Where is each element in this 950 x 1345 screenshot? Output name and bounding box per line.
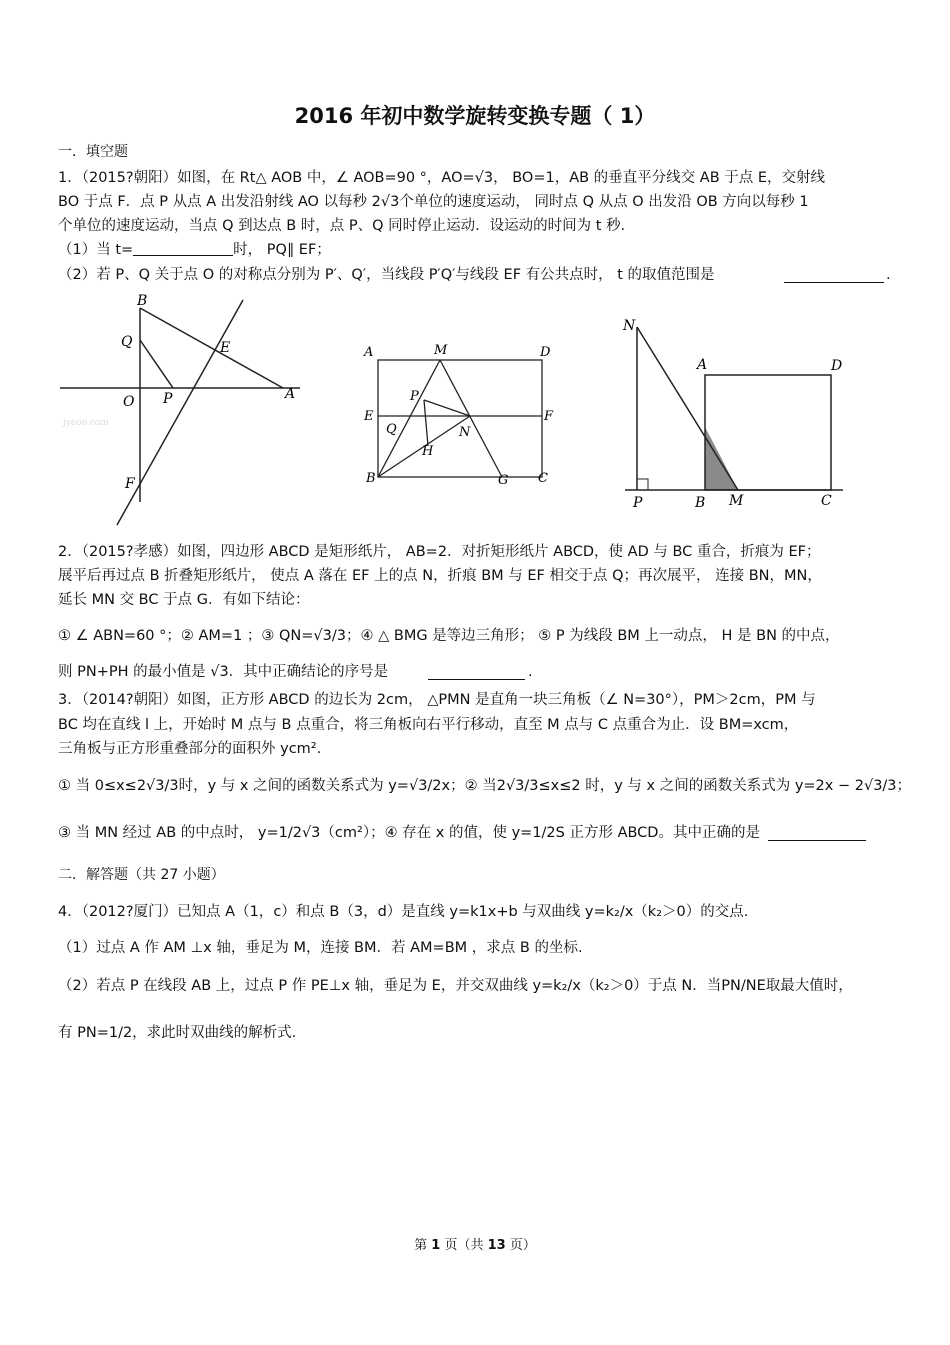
q2-line-2: 展平后再过点 B 折叠矩形纸片， 使点 A 落在 EF 上的点 N，折痕 BM 与 EF 相交于点 Q；再次展平， 连接 BN，MN，: [58, 568, 822, 584]
q4-line-1: 4．（2012?厦门）已知点 A（1，c）和点 B（3，d）是直线 y=k1x+b 与双曲线 y=k₂/x（k₂＞0）的交点.: [58, 904, 749, 920]
q3-line-5: ③ 当 MN 经过 AB 的中点时， y=1/2√3（cm²）；④ 存在 x 的值，使 y=1/2S 正方形 ABCD。其中正确的是: [58, 825, 760, 841]
q2-line-4: ① ∠ ABN=60 °；② AM=1 ；③ QN=√3/3；④ △ BMG 是等边三角形； ⑤ P 为线段 BM 上一动点， H 是 BN 的中点，: [58, 628, 840, 644]
q2-line-5: 则 PN+PH 的最小值是 √3．其中正确结论的序号是: [58, 664, 389, 680]
q3-line-1: 3．（2014?朝阳）如图，正方形 ABCD 的边长为 2cm， △PMN 是直角一块三角板（∠ N=30°），PM＞2cm，PM 与: [58, 692, 816, 708]
fig2-label-p: P: [410, 389, 419, 404]
q2-line-5-end: .: [528, 664, 533, 680]
fig3-label-d: D: [831, 358, 843, 374]
q1-line-2: BO 于点 F．点 P 从点 A 出发沿射线 AO 以每秒 2√3个单位的速度运动， 同时点 Q 从点 O 出发沿 OB 方向以每秒 1: [58, 194, 809, 210]
q1-part2-blank: [784, 282, 884, 283]
q1-part1-suffix: 时， PQ∥ EF；: [233, 242, 331, 258]
fig1-label-a: A: [285, 386, 296, 402]
fig2-label-q: Q: [386, 422, 397, 437]
q1-line-4: [58, 240, 331, 260]
fig1-label-o: O: [123, 394, 135, 410]
fig1-line-ef: [117, 300, 243, 525]
q1-part2-end: .: [886, 267, 891, 283]
fig2-segment-mg: [440, 360, 502, 477]
page-title: 2016 年初中数学旋转变换专题（ 1）: [294, 104, 656, 128]
fig3-side-nm: [637, 327, 738, 490]
fig1-label-p: P: [163, 391, 173, 407]
figure-2: [358, 338, 568, 493]
q3-line-4: ① 当 0≤x≤2√3/3时，y 与 x 之间的函数关系式为 y=√3/2x；② 当2√3/3≤x≤2 时，y 与 x 之间的函数关系式为 y=2x − 2√3/3；: [58, 778, 912, 794]
q4-line-3: （2）若点 P 在线段 AB 上，过点 P 作 PE⊥x 轴，垂足为 E，并交双曲线 y=k₂/x（k₂＞0）于点 N．当PN/NE取最大值时，: [58, 978, 853, 994]
fig2-label-n: N: [459, 425, 471, 440]
fig2-label-g: G: [498, 473, 509, 488]
fig2-label-d: D: [540, 345, 551, 360]
figure-3: [615, 312, 855, 517]
q3-line-3: 三角板与正方形重叠部分的面积外 ycm².: [58, 741, 322, 757]
fig3-label-p: P: [633, 495, 643, 511]
q1-part2-text: （2）若 P、Q 关于点 O 的对称点分别为 P′、Q′，当线段 P′Q′与线段 EF 有公共点时， t 的取值范围是: [58, 267, 715, 283]
q1-line-3: 个单位的速度运动，当点 Q 到达点 B 时，点 P、Q 同时停止运动．设运动的时间为 t 秒．: [58, 218, 636, 234]
figure-1: [55, 290, 305, 530]
fig2-rectangle-abcd: [378, 360, 542, 477]
fig1-label-e: E: [220, 340, 231, 356]
fig3-right-angle-mark: [637, 479, 648, 490]
fig2-label-a: A: [364, 345, 374, 360]
fig3-overlap-shaded-area: [705, 427, 738, 490]
page-footer: [0, 1234, 950, 1253]
q2-line-3: 延长 MN 交 BC 于点 G．有如下结论：: [58, 592, 310, 608]
q2-answer-blank: [428, 679, 525, 680]
fig1-label-b: B: [137, 293, 148, 309]
q1-line-1: 1．（2015?朝阳）如图，在 Rt△ AOB 中，∠ AOB=90 °，AO=√3， BO=1，AB 的垂直平分线交 AB 于点 E，交射线: [58, 170, 826, 186]
fig2-label-c: C: [538, 471, 548, 486]
fig3-label-b: B: [695, 495, 706, 511]
q1-line-5: [58, 265, 715, 285]
footer-suffix: 页）: [505, 1238, 536, 1253]
fig1-label-q: Q: [121, 334, 133, 350]
footer-middle: 页（共: [440, 1238, 488, 1253]
fig2-label-f: F: [544, 409, 554, 424]
fig3-label-a: A: [697, 357, 708, 373]
fig2-label-h: H: [422, 444, 434, 459]
fig1-label-f: F: [125, 476, 135, 492]
fig1-segment-ab: [140, 308, 283, 388]
fig2-label-b: B: [366, 471, 376, 486]
q3-answer-blank: [768, 840, 866, 841]
q1-part1-blank: [133, 241, 233, 256]
fig2-segment-ph: [424, 400, 428, 446]
q4-line-2: （1）过点 A 作 AM ⊥x 轴，垂足为 M，连接 BM．若 AM=BM ，求点 B 的坐标.: [58, 940, 583, 956]
q1-part1-prefix: （1）当 t=: [58, 242, 134, 258]
q3-line-2: BC 均在直线 l 上，开始时 M 点与 B 点重合，将三角板向右平行移动，直至 M 点与 C 点重合为止．设 BM=xcm，: [58, 717, 799, 733]
footer-total-pages: 13: [487, 1238, 506, 1253]
fig3-label-n: N: [623, 318, 636, 334]
q4-line-4: 有 PN=1/2，求此时双曲线的解析式.: [58, 1025, 297, 1041]
footer-page-number: 1: [431, 1238, 441, 1253]
fig3-label-c: C: [821, 493, 832, 509]
fig1-watermark: jyeoo.com: [63, 418, 109, 428]
fig2-label-e: E: [364, 409, 374, 424]
section-fill-in-blank: 一．填空题: [58, 144, 128, 160]
fig3-label-m: M: [729, 493, 744, 509]
q2-line-1: 2．（2015?孝感）如图，四边形 ABCD 是矩形纸片， AB=2．对折矩形纸片 ABCD，使 AD 与 BC 重合，折痕为 EF；: [58, 544, 821, 560]
section-solution: 二．解答题（共 27 小题）: [58, 867, 225, 883]
fig1-segment-qp: [140, 340, 173, 388]
footer-prefix: 第: [414, 1238, 432, 1253]
fig2-segment-bm: [378, 360, 440, 477]
fig2-label-m: M: [434, 343, 448, 358]
